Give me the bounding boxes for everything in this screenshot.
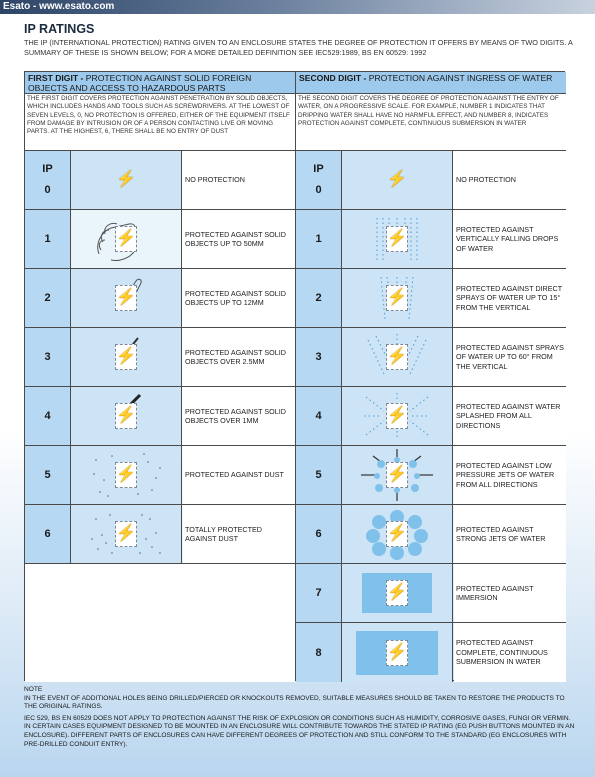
lightning-bolt-icon: ⚡: [387, 407, 407, 424]
rating-text: PROTECTED AGAINST SPRAYS OF WATER UP TO 60° FROM THE VERTICAL: [454, 328, 566, 386]
table-row: [25, 151, 295, 210]
table-row: [25, 505, 295, 564]
rating-text: PROTECTED AGAINST SOLID OBJECTS UP TO 50MM: [183, 210, 295, 268]
enclosure-card: [386, 521, 408, 547]
enclosure-card: [386, 403, 408, 429]
ip-digit: 5: [25, 446, 71, 504]
enclosure-card: [115, 344, 137, 370]
table-row: [296, 505, 566, 564]
lightning-bolt-icon: ⚡: [116, 525, 136, 542]
pictogram: [71, 269, 182, 327]
enclosure-card: [386, 226, 408, 252]
second-digit-column: [296, 72, 566, 680]
second-digit-header: SECOND DIGIT - PROTECTION AGAINST INGRESS OF WATER: [296, 72, 566, 94]
table-row: [25, 210, 295, 269]
pictogram: [342, 446, 453, 504]
lightning-bolt-icon: ⚡: [387, 348, 407, 365]
ip-ratings-table: [24, 71, 565, 681]
rating-text: PROTECTED AGAINST DIRECT SPRAYS OF WATER UP TO 15° FROM THE VERTICAL: [454, 269, 566, 327]
ip-digit: 1: [296, 210, 342, 268]
pictogram: [342, 328, 453, 386]
site-bar: Esato - www.esato.com: [0, 0, 595, 14]
enclosure-card: [115, 403, 137, 429]
pictogram: [342, 210, 453, 268]
lightning-bolt-icon: ⚡: [116, 230, 136, 247]
lightning-bolt-icon: ⚡: [387, 171, 407, 188]
lightning-bolt-icon: ⚡: [387, 525, 407, 542]
table-row: [296, 446, 566, 505]
table-row: [296, 151, 566, 210]
lightning-bolt-icon: ⚡: [387, 289, 407, 306]
table-row: [296, 564, 566, 623]
second-digit-description: THE SECOND DIGIT COVERS THE DEGREE OF PROTECTION AGAINST THE ENTRY OF WATER, ON A PROGRESSIVE SCALE. FOR EXAMPLE, NUMBER 1 INDICATES THAT DRIPPING WATER SHALL HAVE NO HARMFUL EFFECT, AND NUMBER 8, INDICATES PROTECTION AGAINST COMPLETE, CONTINUOUS SUBMERSION IN WATER: [296, 94, 566, 151]
lightning-bolt-icon: ⚡: [116, 171, 136, 188]
ip-digit: 4: [25, 387, 71, 445]
table-row: [296, 210, 566, 269]
intro-text: THE IP (INTERNATIONAL PROTECTION) RATING GIVEN TO AN ENCLOSURE STATES THE DEGREE OF PROTECTION IT OFFERS BY MEANS OF TWO DIGITS. A SUMMARY OF THESE IS SHOWN BELOW; FOR A MORE DETAILED DEFINITION SEE IEC529:1989, BS EN 60529: 1992: [24, 38, 573, 57]
enclosure-card: [386, 580, 408, 606]
rating-text: PROTECTED AGAINST IMMERSION: [454, 564, 566, 622]
ip-digit: 1: [25, 210, 71, 268]
empty-cell: [25, 564, 295, 682]
enclosure-card: [115, 226, 137, 252]
first-digit-column: [25, 72, 295, 680]
lightning-bolt-icon: ⚡: [116, 348, 136, 365]
table-row: [296, 387, 566, 446]
pictogram: [71, 387, 182, 445]
pictogram: [71, 328, 182, 386]
enclosure-card: [115, 521, 137, 547]
rating-text: PROTECTED AGAINST STRONG JETS OF WATER: [454, 505, 566, 563]
rating-text: PROTECTED AGAINST SOLID OBJECTS OVER 2.5MM: [183, 328, 295, 386]
lightning-bolt-icon: ⚡: [116, 466, 136, 483]
table-row: [25, 269, 295, 328]
note-paragraph-2: IEC 529, BS EN 60529 DOES NOT APPLY TO PROTECTION AGAINST THE RISK OF EXPLOSION OR CONDITIONS SUCH AS HUMIDITY, CORROSIVE GASES, FUNGI OR VERMIN. IN CERTAIN CASES EQUIPMENT DESIGNED TO BE MOUNTED IN AN ENCLOSURE WILL CONTRIBUTE TOWARDS THE STATED IP RATING (EG PUSH BUTTONS MOUNTED IN AN ENCLOSURE). DIFFERENT PARTS OF ENCLOSURES CAN HAVE DIFFERENT DEGREES OF PROTECTION AND STILL CONFORM TO THE STANDARD (EG ENCLOSURES WITH PRE-DRILLED CONDUIT ENTRY).: [24, 714, 575, 748]
pictogram: [342, 269, 453, 327]
ip-digit: 3: [296, 328, 342, 386]
first-digit-description: THE FIRST DIGIT COVERS PROTECTION AGAINST PENETRATION BY SOLID OBJECTS, WHICH INCLUDES HANDS AND TOOLS SUCH AS SCREWDRIVERS. AT THE LOWEST OF SEVEN LEVELS, 0, NO PROTECTION IS OFFERED, EITHER OF THE EQUIPMENT ITSELF FROM DAMAGE BY INTRUSION OR OF A PERSON CONTACTING LIVE OR MOVING PARTS. AT THE HIGHEST, 6, THERE SHALL BE NO ENTRY OF DUST: [25, 94, 295, 151]
rating-text: PROTECTED AGAINST WATER SPLASHED FROM ALL DIRECTIONS: [454, 387, 566, 445]
ip-digit: 3: [25, 328, 71, 386]
ip-digit: 5: [296, 446, 342, 504]
rating-text: NO PROTECTION: [183, 151, 295, 209]
table-row: [296, 328, 566, 387]
rating-text: PROTECTED AGAINST DUST: [183, 446, 295, 504]
pictogram: [71, 505, 182, 563]
lightning-bolt-icon: ⚡: [116, 407, 136, 424]
lightning-bolt-icon: ⚡: [387, 643, 407, 661]
first-digit-header: FIRST DIGIT - PROTECTION AGAINST SOLID FOREIGN OBJECTS AND ACCESS TO HAZARDOUS PARTS: [25, 72, 295, 94]
enclosure-card: [115, 285, 137, 311]
ip-digit: IP 0: [296, 151, 342, 209]
ip-digit: IP 0: [25, 151, 71, 209]
pictogram: [342, 387, 453, 445]
lightning-bolt-icon: ⚡: [387, 466, 407, 483]
enclosure-card: [386, 344, 408, 370]
ip-digit: 6: [25, 505, 71, 563]
rating-text: PROTECTED AGAINST LOW PRESSURE JETS OF WATER FROM ALL DIRECTIONS: [454, 446, 566, 504]
ip-digit: 2: [296, 269, 342, 327]
table-row: [25, 446, 295, 505]
pictogram: [342, 623, 453, 682]
table-row: [296, 269, 566, 328]
table-row: [296, 623, 566, 682]
rating-text: TOTALLY PROTECTED AGAINST DUST: [183, 505, 295, 563]
page-title: IP RATINGS: [24, 22, 95, 36]
lightning-bolt-icon: ⚡: [387, 230, 407, 247]
ip-digit: 6: [296, 505, 342, 563]
pictogram: [342, 505, 453, 563]
pictogram: [71, 446, 182, 504]
pictogram: [342, 564, 453, 622]
enclosure-card: [386, 640, 408, 666]
ip-digit: 2: [25, 269, 71, 327]
rating-text: PROTECTED AGAINST SOLID OBJECTS OVER 1MM: [183, 387, 295, 445]
rating-text: NO PROTECTION: [454, 151, 566, 209]
ip-digit: 4: [296, 387, 342, 445]
rating-text: PROTECTED AGAINST VERTICALLY FALLING DROPS OF WATER: [454, 210, 566, 268]
rating-text: PROTECTED AGAINST SOLID OBJECTS UP TO 12MM: [183, 269, 295, 327]
lightning-bolt-icon: ⚡: [387, 584, 407, 601]
note-paragraph-1: IN THE EVENT OF ADDITIONAL HOLES BEING DRILLED/PIERCED OR KNOCKOUTS REMOVED, SUITABLE MEASURES SHOULD BE TAKEN TO RESTORE THE PRODUCTS TO THE ORIGINAL RATINGS.: [24, 694, 565, 711]
pictogram: [71, 210, 182, 268]
footnote: [24, 686, 576, 752]
lightning-bolt-icon: ⚡: [116, 289, 136, 306]
rating-text: PROTECTED AGAINST COMPLETE, CONTINUOUS SUBMERSION IN WATER: [454, 623, 566, 682]
enclosure-card: [386, 462, 408, 488]
ip-digit: 7: [296, 564, 342, 622]
ip-digit: 8: [296, 623, 342, 682]
enclosure-card: [386, 285, 408, 311]
pictogram: [71, 151, 182, 209]
table-row: [25, 387, 295, 446]
enclosure-card: [115, 462, 137, 488]
table-row: [25, 328, 295, 387]
note-label: NOTE: [24, 686, 43, 693]
pictogram: [342, 151, 453, 209]
